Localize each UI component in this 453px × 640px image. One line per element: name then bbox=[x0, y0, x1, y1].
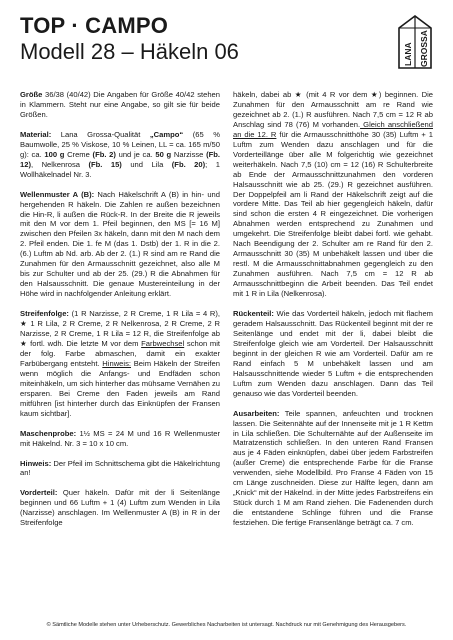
material-text: (65 % Baumwolle, 25 % Viskose, 10 % Leinen, LL = ca. 165 m/50 g): ca. bbox=[20, 129, 220, 159]
vorderteil-text: häkeln, dabei ab ★ (mit 4 R vor dem ★) beginnen. Die Zunahmen für den Armausschnitt am re Rand wie gezeichnet ab 2. (1.) R ausführen. Nach 7,5 cm = 12 R ab Anschlag sind 78 (76) M vorhanden. bbox=[233, 90, 433, 129]
wellenmuster-heading: Wellenmuster A (B): bbox=[20, 189, 95, 199]
material-text: ; 1 Wollhäkelnadel Nr. 3. bbox=[20, 159, 220, 179]
vorderteil-section bbox=[20, 488, 220, 528]
page-subtitle: Modell 28 – Häkeln 06 bbox=[20, 39, 239, 64]
vorderteil-heading: Vorderteil: bbox=[20, 488, 58, 498]
wellenmuster-section bbox=[20, 190, 220, 299]
rueckenteil-heading: Rückenteil: bbox=[233, 309, 274, 319]
ausarbeiten-section bbox=[233, 409, 433, 528]
groesse-text: 36/38 (40/42) Die Angaben für Größe 40/42 stehen in Klammern. Steht nur eine Angabe, so gilt sie für beide Größen. bbox=[20, 90, 220, 119]
material-text: und je ca. bbox=[115, 149, 156, 159]
rueckenteil-text: Wie das Vorderteil häkeln, jedoch mit flachem geradem Halsausschnitt. Das Rückenteil beginnt mit der re Seitenlänge und endet mit der li, dabei bleibt die Streifenfolge gleich wie am Vorderteil. Der Halsausschnitt beginnt in der gleichen R wie am Vorderteil. Dafür am re Rand einfach 5 M unbehäkelt lassen und am Halsausschnittende wieder 5 Luftm + die entsprechenden Luftm zum Wenden dazu anschlagen. Dann das Teil genauso wie das Vorderteil beenden. bbox=[233, 309, 433, 398]
material-text: Lana Grossa-Qualität bbox=[51, 129, 150, 139]
material-amount: 50 g bbox=[155, 149, 172, 159]
hinweis-text: Der Pfeil im Schnittschema gibt die Häkelrichtung an! bbox=[20, 458, 220, 478]
ausarbeiten-text: Teile spannen, anfeuchten und trocknen lassen. Die Seitennähte auf der Innenseite mit je 1 R Kettm in Lila schließen. Die Schulternähte auf der Außenseite im Matratzenstich schließen. In den unteren Rand Fransen aus je 4 Fäden einknüpfen, dabei über jedem Farbstreifen (außer Creme) die entsprechende Farbe für die Franse verwenden, siehe Modellbild. Pro Franse 4 Fäden von 15 cm Länge zuschneiden. Diese zur Hälfte legen, dann am „Knick“ mit der Häkelnd. in der Mitte jedes Farbstreifens ein Stück durch 1 M am Rand ziehen. Die Fadenenden durch die entstandene Schlinge führen und die Franse festziehen. Die fertige Fransenlänge beträgt ca. 7 cm. bbox=[233, 408, 433, 528]
material-amount: 100 g bbox=[44, 149, 65, 159]
streifenfolge-text: schon mit der folg. Farbe abmaschen, damit ein exakter Farbübergang entsteht. bbox=[20, 338, 221, 368]
left-column bbox=[20, 90, 220, 538]
vorderteil-text: Quer häkeln. Dafür mit der li Seitenlänge beginnen und 66 Luftm + 1 (4) Luftm zum Wenden in Lila (Narzisse) anschlagen. Im Wellenmuster A (B) in R in der Streifenfolge bbox=[20, 488, 220, 528]
streifenfolge-text: Beim Häkeln der Streifen wenn möglich die Anfangs- und Endfäden schon miteinhäkeln, um sich hinterher das mühsame Vernähen zu ersparen. Bei Creme den Faden jeweils am Rand mitführen [ist hinterher durch das Einknüpfen der Fransen kaum sichtbar]. bbox=[20, 358, 220, 418]
color-code: (Fb. 20) bbox=[171, 159, 206, 169]
color-code: (Fb. 12) bbox=[20, 149, 220, 169]
svg-text:GROSSA: GROSSA bbox=[419, 30, 429, 67]
color-code: (Fb. 15) bbox=[88, 159, 122, 169]
color-code: (Fb. 2) bbox=[92, 149, 116, 159]
hinweis-heading: Hinweis: bbox=[20, 458, 52, 468]
right-column bbox=[233, 90, 433, 538]
streifenfolge-underlined: Farbwechsel bbox=[141, 338, 185, 348]
vorderteil-text: für die Armausschnitthöhe 30 (35) Luftm + 1 Luftm zum Wenden dazu anschlagen und für die Vorderteillänge über alle M folgerichtig wie gezeichnet weiterhäkeln. Nach 7,5 (10) cm = 12 (16) R Schulterbreite ab Ende der Armausschnittzunahmen den vorderen Halsausschnitt wie ab 25. (29.) R gezeichnet ausführen. Der Doppelpfeil am li Rand der Häkelschrift zeigt auf die vordere Mitte. Das Teil ab hier gegengleich häkeln, dafür sind schon die ersten 4 R eingezeichnet. Die vorherigen Abnahmen werden entsprechend zu Zunahmen und umgekehrt. Die Streifenfolge bleibt dabei fortl. wie gehabt. Nach Beendigung der 2. Schulter am re Rand für den 2. Armausschnitt 30 (35) M unbehäkelt lassen und über die restl. M die Armausschnittabnahmen gegengleich zu den Zunahmen ausführen. Nach 7,5 cm = 12 R ab Armausschnittbeginn die Arbeit beenden. Das Teil endet mit 1 R in Lila (Nelkenrosa). bbox=[233, 129, 433, 299]
groesse-heading: Größe bbox=[20, 90, 43, 99]
page-title: TOP · CAMPO bbox=[20, 13, 169, 38]
streifenfolge-heading: Streifenfolge: bbox=[20, 309, 69, 319]
material-heading: Material: bbox=[20, 129, 52, 139]
copyright-footer: © Sämtliche Modelle stehen unter Urheberschutz. Gewerbliches Nacharbeiten ist untersagt. Nachdruck nur mit Genehmigung des Herausgebers. bbox=[46, 622, 407, 628]
maschenprobe-section bbox=[20, 429, 220, 449]
maschenprobe-text: 1½ MS = 24 M und 16 R Wellenmuster mit Häkelnd. Nr. 3 = 10 x 10 cm. bbox=[20, 428, 220, 448]
hinweis-section bbox=[20, 459, 220, 479]
lana-grossa-logo bbox=[393, 14, 435, 70]
material-text: Creme bbox=[64, 149, 93, 159]
material-text: Narzisse bbox=[171, 149, 207, 159]
streifenfolge-section bbox=[20, 309, 220, 418]
groesse-section bbox=[20, 90, 220, 120]
ausarbeiten-heading: Ausarbeiten: bbox=[233, 408, 280, 418]
maschenprobe-heading: Maschenprobe: bbox=[20, 428, 77, 438]
yarn-name: „Campo“ bbox=[149, 129, 184, 139]
svg-text:LANA: LANA bbox=[403, 42, 413, 66]
material-section bbox=[20, 130, 220, 180]
vorderteil-underlined: Gleich anschließend an die 12. R bbox=[233, 119, 433, 139]
material-text: , Nelkenrosa bbox=[30, 159, 89, 169]
material-text: und Lila bbox=[121, 159, 172, 169]
streifenfolge-text: (1 R Narzisse, 2 R Creme, 1 R Lila = 4 R), ★ 1 R Lila, 2 R Creme, 2 R Nelkenrosa, 2 R Creme, 2 R Narzisse, 2 R Creme, 1 R Lila = 12 R, die Streifenfolge ab ★ fortl. wdh. Die letzte M vor dem bbox=[20, 309, 220, 348]
streifenfolge-hinweis: Hinweis: bbox=[102, 358, 131, 368]
wellenmuster-text: Nach Häkelschrift A (B) in hin- und hergehenden R häkeln. Die Zahlen re außen bezeichnen die Hin-R, li außen die Rück-R. In der Breite die R jeweils mit den M vor dem 1. Pfeil beginnen, den MS [= 16 M] zwischen den Pfeilen 3x häkeln, dann mit den M nach dem 2. Pfeil enden. Die 1. fe M (das 1. Dstb) der 1. R in die 2. (6.) Luftm ab Nd. arb. Ab der 2. (1.) R sind am re Rand die Zunahmen für den Armausschnitt gezeichnet, also alle M bis zur Schulter und ab der 25. (29.) R die Abnahmen für den Halsausschnitt. Die genaue Mustereinteilung in der Höhe wird in nachfolgender Anleitung erklärt. bbox=[20, 189, 220, 299]
vorderteil-continued bbox=[233, 90, 433, 299]
rueckenteil-section bbox=[233, 309, 433, 399]
